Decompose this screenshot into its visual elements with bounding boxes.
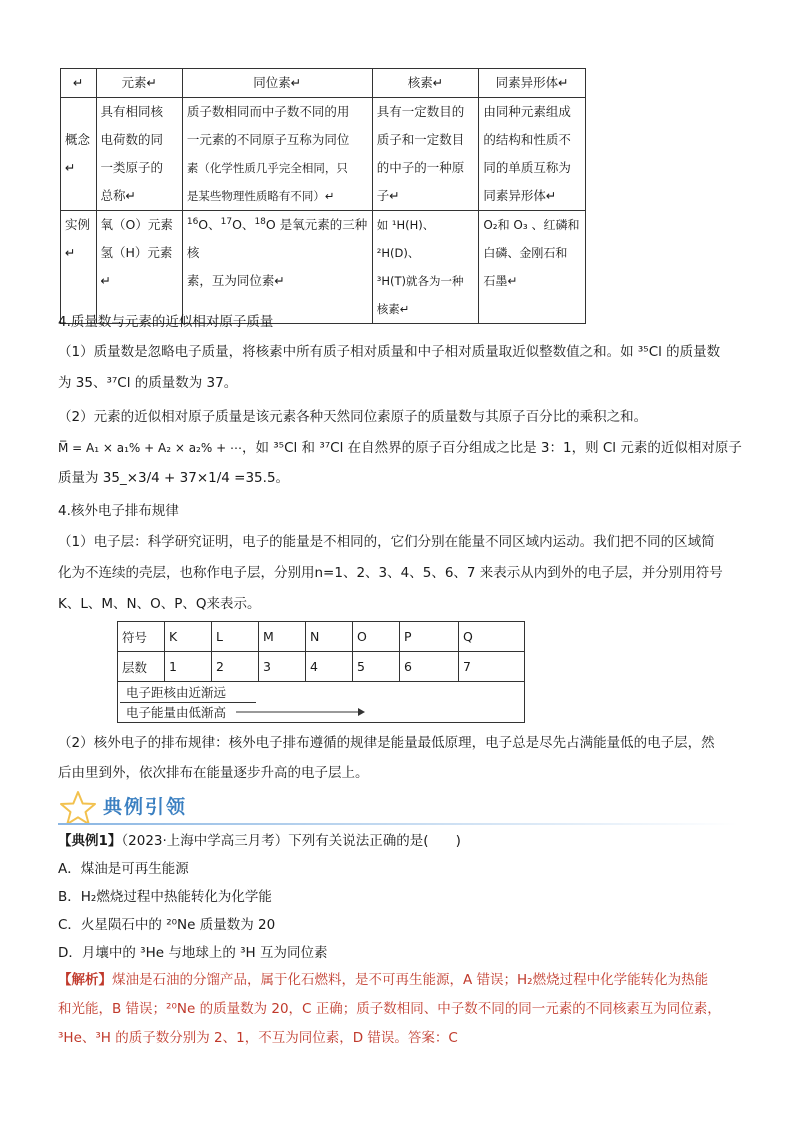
concept-table <box>60 68 586 324</box>
text-line: 子↵ <box>376 188 400 203</box>
option-c: C．火星陨石中的 ²⁰Ne 质量数为 20 <box>58 917 276 933</box>
header-cell: 核素↵ <box>372 69 479 98</box>
text-line: 具有一定数目的 <box>376 104 465 119</box>
energy-trend-label: 电子能量由低渐高 <box>126 705 227 720</box>
text-line: O₂和 O₃ 、红磷和 <box>483 218 580 232</box>
text-line: 一类原子的 <box>100 160 164 175</box>
allotrope-concept <box>479 98 586 211</box>
text-line: 同的单质互称为 <box>483 160 571 175</box>
table-cell: 层数 <box>118 652 165 682</box>
text-line: 白磷、金刚石和 <box>483 246 568 260</box>
paragraph-line: （1）质量数是忽略电子质量，将核素中所有质子相对质量和中子相对质量取近似整数值之和。如 ³⁵Cl 的质量数 <box>58 344 721 360</box>
table-cell: 4 <box>306 652 353 682</box>
header-cell: 元素↵ <box>96 69 182 98</box>
paragraph-line: 化为不连续的壳层，也称作电子层，分别用n=1、2、3、4、5、6、7 来表示从内到外的电子层，并分别用符号 <box>58 565 723 581</box>
text-line: 是某些物理性质略有不同）↵ <box>186 189 335 203</box>
allotrope-example <box>479 211 586 324</box>
text-line: 同素异形体↵ <box>483 188 557 203</box>
table-cell: K <box>165 622 212 652</box>
row-label: 实例↵ <box>61 211 97 324</box>
text-line: 石墨↵ <box>483 274 518 288</box>
text-line: 素（化学性质几乎完全相同，只 <box>186 161 348 175</box>
text: 煤油是石油的分馏产品，属于化石燃料，是不可再生能源，A 错误；H₂燃烧过程中化学能转化为热能 <box>112 972 709 988</box>
isotope-example <box>182 211 372 324</box>
paragraph-line: （2）元素的近似相对原子质量是该元素各种天然同位素原子的质量数与其原子百分比的乘积之和。 <box>58 409 648 425</box>
star-icon <box>58 790 98 826</box>
table-cell: 3 <box>259 652 306 682</box>
table-cell: 5 <box>353 652 400 682</box>
analysis-line: 和光能，B 错误；²⁰Ne 的质量数为 20，C 正确；质子数相同、中子数不同的同一元素的不同核素互为同位素， <box>58 1001 721 1017</box>
text: O 是氧元素的三种核 <box>186 217 368 260</box>
text-line: 一元素的不同原子互称为同位 <box>186 132 350 147</box>
analysis-tag: 【解析】 <box>58 972 112 988</box>
mass-number: 16 <box>186 216 199 227</box>
analysis-line <box>58 966 708 995</box>
table-cell: N <box>306 622 353 652</box>
header-cell: 同位素↵ <box>182 69 372 98</box>
text-line: 氢（H）元素↵ <box>100 245 173 288</box>
text-line: 的结构和性质不 <box>483 132 571 147</box>
element-concept <box>96 98 182 211</box>
section-heading: 4.质量数与元素的近似相对原子质量 <box>58 314 274 330</box>
text-line: 总称↵ <box>100 188 137 203</box>
header-cell: 同素异形体↵ <box>479 69 586 98</box>
distance-trend-label: 电子距核由近渐远 <box>126 685 227 700</box>
paragraph-line <box>58 434 742 463</box>
example-tag: 【典例1】 <box>58 833 122 849</box>
option-b: B．H₂燃烧过程中热能转化为化学能 <box>58 889 272 905</box>
text: ，如 ³⁵Cl 和 ³⁷Cl 在自然界的原子百分组成之比是 3：1，则 Cl 元素的近似相对原子 <box>241 440 742 456</box>
table-cell: 2 <box>212 652 259 682</box>
text-line: 氧（O）元素 <box>100 217 173 232</box>
shell-table <box>117 621 525 723</box>
nuclide-example <box>372 211 479 324</box>
section-divider <box>58 823 738 825</box>
example-source: （2023·上海中学高三月考）下列有关说法正确的是( ) <box>121 833 461 849</box>
nuclide-concept <box>372 98 479 211</box>
example-question <box>58 827 461 856</box>
text-line: 素，互为同位素↵ <box>186 273 285 288</box>
text-line <box>187 211 368 267</box>
table-cell: M <box>259 622 306 652</box>
trend-cell <box>118 682 525 723</box>
table-cell: Q <box>459 622 525 652</box>
table-cell: P <box>400 622 459 652</box>
text-line: 质子数相同而中子数不同的用 <box>186 104 350 119</box>
table-cell: O <box>353 622 400 652</box>
option-a: A．煤油是可再生能源 <box>58 861 189 877</box>
example-section-title: 典例引领 <box>103 796 188 818</box>
table-cell: 1 <box>165 652 212 682</box>
text-line: 质子和一定数目 <box>376 132 465 147</box>
table-cell: L <box>212 622 259 652</box>
text-line: 的中子的一种原 <box>376 160 465 175</box>
text-line: 具有相同核 <box>100 104 164 119</box>
mass-number: 18 <box>254 216 266 227</box>
text-line: 由同种元素组成 <box>483 104 571 119</box>
paragraph-line: 质量为 35_×3/4 + 37×1/4 =35.5。 <box>58 470 290 486</box>
arrow-icon <box>236 707 366 717</box>
text-line: 核素↵ <box>376 302 410 316</box>
section-heading: 4.核外电子排布规律 <box>58 503 179 519</box>
paragraph-line: （1）电子层：科学研究证明，电子的能量是不相同的，它们分别在能量不同区域内运动。我们把不同的区域简 <box>58 534 715 550</box>
text-line: 电荷数的同 <box>100 132 164 147</box>
text: O、 <box>232 217 255 232</box>
text: O、 <box>198 217 221 232</box>
table-cell: 符号 <box>118 622 165 652</box>
header-cell: ↵ <box>61 69 97 98</box>
element-example <box>96 211 182 324</box>
row-label: 概念↵ <box>61 98 97 211</box>
text-line: ³H(T)就各为一种 <box>376 274 464 288</box>
formula: M̅ = A₁ × a₁% + A₂ × a₂% + ⋯ <box>58 441 242 455</box>
analysis-line: ³He、³H 的质子数分别为 2、1，不互为同位素，D 错误。答案：C <box>58 1030 458 1046</box>
paragraph-line: 为 35、³⁷Cl 的质量数为 37。 <box>58 375 238 391</box>
table-cell: 7 <box>459 652 525 682</box>
option-d: D．月壤中的 ³He 与地球上的 ³H 互为同位素 <box>58 945 328 961</box>
paragraph-line: 后由里到外，依次排布在能量逐步升高的电子层上。 <box>58 765 369 781</box>
paragraph-line: （2）核外电子的排布规律：核外电子排布遵循的规律是能量最低原理，电子总是尽先占满能量低的电子层，然 <box>58 735 715 751</box>
isotope-concept <box>182 98 372 211</box>
mass-number: 17 <box>220 216 233 227</box>
table-cell: 6 <box>400 652 459 682</box>
text-line: 如 ¹H(H)、²H(D)、 <box>376 218 435 260</box>
paragraph-line: K、L、M、N、O、P、Q来表示。 <box>58 596 261 612</box>
